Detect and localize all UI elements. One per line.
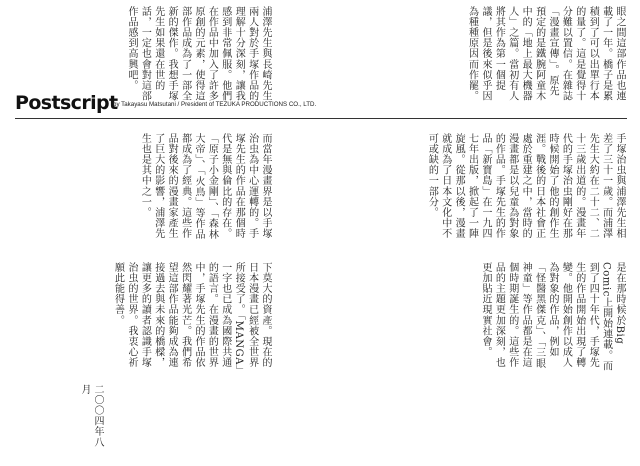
page-title: Postscript (15, 92, 118, 114)
body-column-bottom-left: 下莫大的資產。現在的日本漫畫已經被全世界所接受了。「MANGA」一字也已成為國際共通的語言。在漫畫的世界中，手塚先生的作品依然閃耀著光芒。我們希望這部作品能夠成為連接過去與未來的橋樑，讓更多的讀者認識手塚治虫的世界。我衷心祈願此能得善。 (112, 262, 271, 371)
body-column-top-right: 眼之間這部作品也連載了一年。橋子是累積到了可以出單行本的量了。這是覺得十分難以置信。在雜誌「漫畫宣傳」。原先預定的是鐵腕阿童木中的「地上最大機器人」之篇。當初有人將其作為第一個提議，但是後來似乎因為種種原因而作罷。 (466, 6, 625, 102)
body-column-middle-left: 而當年漫畫界是以手塚治虫為中心運轉的。手塚先生的作品在那個時代是無與倫比的存在。「原子小金剛」、「森林大帝」、「火鳥」等作品都成為了經典。這些作品對後來的漫畫家產生了巨大的影響，浦澤先生也是其中之一。 (139, 133, 271, 240)
date-line: 二〇〇四年八月 (79, 384, 103, 448)
body-column-top-left: 浦澤先生與長崎先生兩人對於手塚作品的理解十分深刻，讓我感到非常佩服。他們在作品中加入了許多原創的元素，使得這部作品成為了一部全新的傑作。我想手塚先生如果還在世的話，一定也會對這部作品感到高興吧。 (125, 6, 271, 102)
body-column-middle-right: 手塚治虫與浦澤先生相差了三十一歲。而浦澤先生大約在二十二、二十三歲出道的。漫畫年代的手塚治虫剛好在那時候開始了他的創作生涯。戰後的日本社會正處於重建之中，當時的漫畫都是以兒童為對象的作品。手塚先生的作品「新寶島」在一九四七年出版，掀起了一陣旋風。從那以後，漫畫就成為了日本文化中不可或缺的一部分。 (426, 133, 625, 239)
byline: by Takayasu Matsutani / President of TEZUKA PRODUCTIONS CO., LTD. (113, 101, 317, 108)
title-divider (15, 118, 627, 119)
body-column-bottom-right: 是在那時候於Big Comic上開始連載。而到了四十年代，手塚先生的作品開始出現了轉變。他開始創作以成人為對象的作品，例如「怪醫黑傑克」、「三眼神童」等作品都是在這個時期誕生的。這些作品的主題更加深刻，也更加貼近現實社會。 (479, 262, 625, 372)
